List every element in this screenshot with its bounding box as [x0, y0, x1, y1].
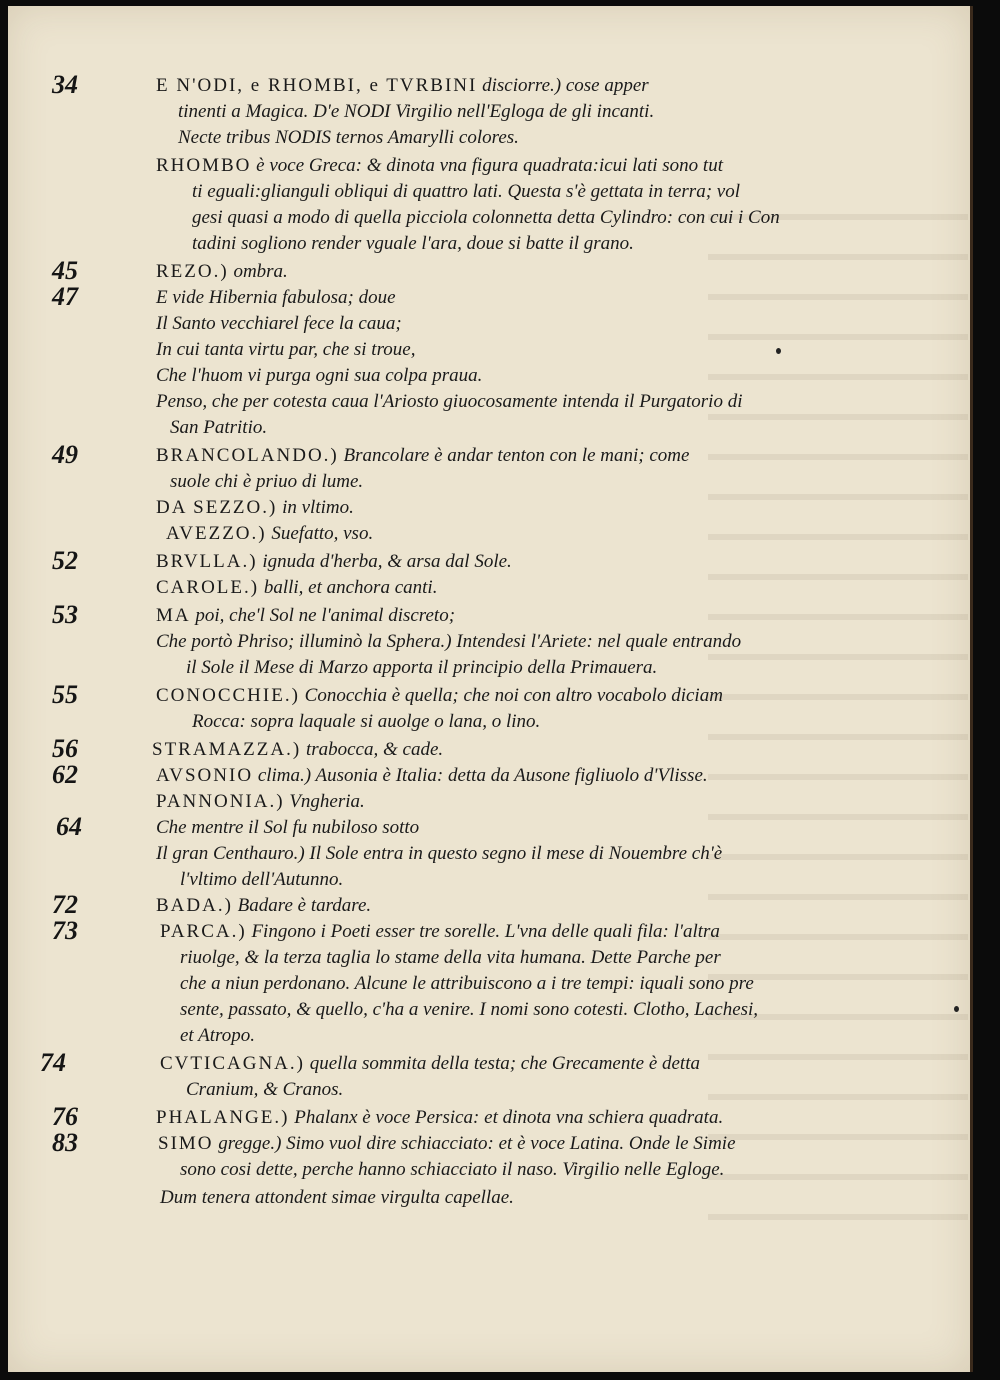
gloss-text	[156, 684, 723, 708]
verse-reference-number: 76	[52, 1102, 78, 1131]
gloss-text	[156, 604, 455, 628]
text-line	[8, 1050, 968, 1076]
text-line	[8, 1130, 968, 1156]
gloss-text	[178, 126, 519, 150]
gloss-text	[178, 100, 654, 124]
headword: CONOCCHIE.)	[156, 685, 300, 706]
gloss-text	[192, 710, 540, 734]
verse-reference-number: 55	[52, 680, 78, 709]
gloss-text	[160, 1186, 514, 1210]
headword: CVTICAGNA.)	[160, 1053, 305, 1074]
gloss-text	[156, 312, 402, 336]
headword: SIMO	[158, 1133, 214, 1154]
gloss-body: in vltimo.	[277, 497, 354, 518]
gloss-text	[170, 416, 267, 440]
gloss-body: Fingono i Poeti esser tre sorelle. L'vna delle quali fila: l'altra	[246, 921, 720, 942]
text-line	[8, 152, 968, 178]
text-line	[8, 414, 968, 440]
text-line	[8, 736, 968, 762]
text-line	[8, 788, 968, 814]
text-line	[8, 204, 968, 230]
headword: MA	[156, 605, 191, 626]
text-line	[8, 548, 968, 574]
gloss-body: In cui tanta virtu par, che si troue,	[156, 339, 416, 360]
gloss-body: Penso, che per cotesta caua l'Ariosto giuocosamente intenda il Purgatorio di	[156, 391, 743, 412]
text-line	[8, 178, 968, 204]
gloss-text	[180, 1158, 724, 1182]
gloss-body: il Sole il Mese di Marzo apporta il principio della Primauera.	[186, 657, 658, 678]
gloss-text	[156, 894, 371, 918]
gloss-text	[156, 496, 354, 520]
gloss-body: tadini sogliono render vguale l'ara, doue si batte il grano.	[192, 233, 634, 254]
headword: BRANCOLANDO.)	[156, 445, 339, 466]
headword: REZO.)	[156, 261, 229, 282]
text-line	[8, 866, 968, 892]
headword: DA SEZZO.)	[156, 497, 278, 518]
gloss-body: Phalanx è voce Persica: et dinota vna schiera quadrata.	[289, 1107, 724, 1128]
verse-reference-number: 74	[40, 1048, 66, 1077]
headword: E N'ODI, e RHOMBI, e TVRBINI	[156, 75, 478, 96]
gloss-body: trabocca, & cade.	[301, 739, 444, 760]
gloss-body: Il gran Centhauro.) Il Sole entra in questo segno il mese di Nouembre ch'è	[156, 843, 723, 864]
gloss-text	[180, 868, 343, 892]
gloss-text	[156, 764, 708, 788]
headword: CAROLE.)	[156, 577, 260, 598]
gloss-text	[160, 1052, 700, 1076]
gloss-body: Suefatto, vso.	[266, 523, 374, 544]
gloss-body: Vngheria.	[284, 791, 365, 812]
headword: PARCA.)	[160, 921, 247, 942]
gloss-body: ignuda d'herba, & arsa dal Sole.	[257, 551, 512, 572]
text-line	[8, 682, 968, 708]
gloss-text	[160, 920, 720, 944]
verse-reference-number: 52	[52, 546, 78, 575]
gloss-body: gesi quasi a modo di quella picciola colonnetta detta Cylindro: con cui i Con	[192, 207, 780, 228]
gloss-text	[170, 470, 363, 494]
gloss-body: Brancolare è andar tenton con le mani; come	[338, 445, 690, 466]
text-line	[8, 708, 968, 734]
gloss-text	[186, 1078, 343, 1102]
gloss-body: et Atropo.	[180, 1025, 255, 1046]
text-line	[8, 918, 968, 944]
headword: AVEZZO.)	[166, 523, 267, 544]
gloss-text	[192, 180, 740, 204]
headword: PANNONIA.)	[156, 791, 285, 812]
gloss-body: E vide Hibernia fabulosa; doue	[156, 287, 396, 308]
verse-reference-number: 56	[52, 734, 78, 763]
text-line	[8, 996, 968, 1022]
gloss-body: clima.) Ausonia è Italia: detta da Ausone figliuolo d'Vlisse.	[253, 765, 708, 786]
text-line	[8, 1104, 968, 1130]
headword: STRAMAZZA.)	[152, 739, 302, 760]
gloss-text	[152, 738, 443, 762]
gloss-text	[180, 1024, 255, 1048]
gloss-body: Cranium, & Cranos.	[186, 1079, 344, 1100]
headword: PHALANGE.)	[156, 1107, 290, 1128]
text-line	[8, 442, 968, 468]
text-line	[8, 814, 968, 840]
gloss-text	[192, 232, 634, 256]
gloss-body: Che mentre il Sol fu nubiloso sotto	[156, 817, 420, 838]
gloss-body: ti eguali:glianguli obliqui di quattro lati. Questa s'è gettata in terra; vol	[192, 181, 740, 202]
verse-reference-number: 47	[52, 282, 78, 311]
gloss-text	[156, 842, 722, 866]
gloss-body: Che portò Phriso; illuminò la Sphera.) Intendesi l'Ariete: nel quale entrando	[156, 631, 742, 652]
text-line	[8, 1184, 968, 1210]
text-line	[8, 362, 968, 388]
verse-reference-number: 73	[52, 916, 78, 945]
text-line	[8, 520, 968, 546]
gloss-body: sente, passato, & quello, c'ha a venire. I nomi sono cotesti. Clotho, Lachesi,	[180, 999, 759, 1020]
gloss-text	[156, 790, 365, 814]
text-line	[8, 840, 968, 866]
gloss-body: è voce Greca: & dinota vna figura quadrata:icui lati sono tut	[251, 155, 723, 176]
gloss-body: disciorre.) cose apper	[477, 75, 649, 96]
gloss-body: che a niun perdonano. Alcune le attribuiscono a i tre tempi: iquali sono pre	[180, 973, 754, 994]
text-line	[8, 388, 968, 414]
text-line	[8, 258, 968, 284]
gloss-body: suole chi è priuo di lume.	[170, 471, 364, 492]
gloss-body: tinenti a Magica. D'e NODI Virgilio nell'Egloga de gli incanti.	[178, 101, 655, 122]
text-line	[8, 98, 968, 124]
verse-reference-number: 83	[52, 1128, 78, 1157]
text-line	[8, 602, 968, 628]
gloss-text	[156, 816, 419, 840]
text-line	[8, 1156, 968, 1182]
gloss-body: balli, et anchora canti.	[259, 577, 438, 598]
text-line	[8, 230, 968, 256]
text-line	[8, 336, 968, 362]
text-line	[8, 494, 968, 520]
gloss-body: quella sommita della testa; che Grecamente è detta	[304, 1053, 700, 1074]
gloss-body: Che l'huom vi purga ogni sua colpa praua.	[156, 365, 483, 386]
text-line	[8, 72, 968, 98]
gloss-text	[192, 206, 780, 230]
text-line	[8, 1076, 968, 1102]
text-line	[8, 124, 968, 150]
text-line	[8, 892, 968, 918]
verse-reference-number: 64	[56, 812, 82, 841]
gloss-text	[156, 154, 723, 178]
gloss-text	[166, 522, 373, 546]
gloss-text	[180, 972, 754, 996]
verse-reference-number: 72	[52, 890, 78, 919]
gloss-body: poi, che'l Sol ne l'animal discreto;	[190, 605, 456, 626]
gloss-body: San Patritio.	[170, 417, 268, 438]
gloss-body: Rocca: sopra laquale si auolge o lana, o lino.	[192, 711, 541, 732]
text-line	[8, 574, 968, 600]
gloss-text	[156, 390, 742, 414]
book-page	[8, 6, 973, 1372]
gloss-body: ombra.	[228, 261, 288, 282]
headword: BADA.)	[156, 895, 233, 916]
gloss-body: l'vltimo dell'Autunno.	[180, 869, 344, 890]
headword: RHOMBO	[156, 155, 252, 176]
gloss-body: Dum tenera attondent simae virgulta capellae.	[160, 1187, 514, 1208]
verse-reference-number: 53	[52, 600, 78, 629]
headword: BRVLLA.)	[156, 551, 258, 572]
gloss-text	[156, 630, 741, 654]
text-line	[8, 762, 968, 788]
text-line	[8, 944, 968, 970]
verse-reference-number: 49	[52, 440, 78, 469]
gloss-text	[156, 576, 437, 600]
gloss-text	[156, 1106, 723, 1130]
gloss-text	[156, 364, 482, 388]
gloss-body: riuolge, & la terza taglia lo stame della vita humana. Dette Parche per	[180, 947, 721, 968]
text-line	[8, 970, 968, 996]
gloss-text	[180, 998, 758, 1022]
gloss-body: sono cosi dette, perche hanno schiacciato il naso. Virgilio nelle Egloge.	[180, 1159, 725, 1180]
text-line	[8, 628, 968, 654]
gloss-text	[156, 286, 396, 310]
gloss-text	[186, 656, 657, 680]
text-line	[8, 1022, 968, 1048]
gloss-text	[156, 338, 415, 362]
text-line	[8, 468, 968, 494]
gloss-text	[156, 444, 689, 468]
text-line	[8, 310, 968, 336]
headword: AVSONIO	[156, 765, 254, 786]
gloss-text	[156, 74, 649, 98]
gloss-body: Necte tribus NODIS ternos Amarylli colores.	[178, 127, 519, 148]
gloss-body: Il Santo vecchiarel fece la caua;	[156, 313, 402, 334]
text-line	[8, 284, 968, 310]
verse-reference-number: 62	[52, 760, 78, 789]
gloss-body: Conocchia è quella; che noi con altro vocabolo diciam	[299, 685, 723, 706]
gloss-text	[156, 550, 512, 574]
gloss-body: Badare è tardare.	[232, 895, 372, 916]
gloss-text	[180, 946, 721, 970]
gloss-body: gregge.) Simo vuol dire schiacciato: et è voce Latina. Onde le Simie	[213, 1133, 736, 1154]
verse-reference-number: 45	[52, 256, 78, 285]
gloss-text	[156, 260, 288, 284]
gloss-text	[158, 1132, 736, 1156]
text-line	[8, 654, 968, 680]
verse-reference-number: 34	[52, 70, 78, 99]
